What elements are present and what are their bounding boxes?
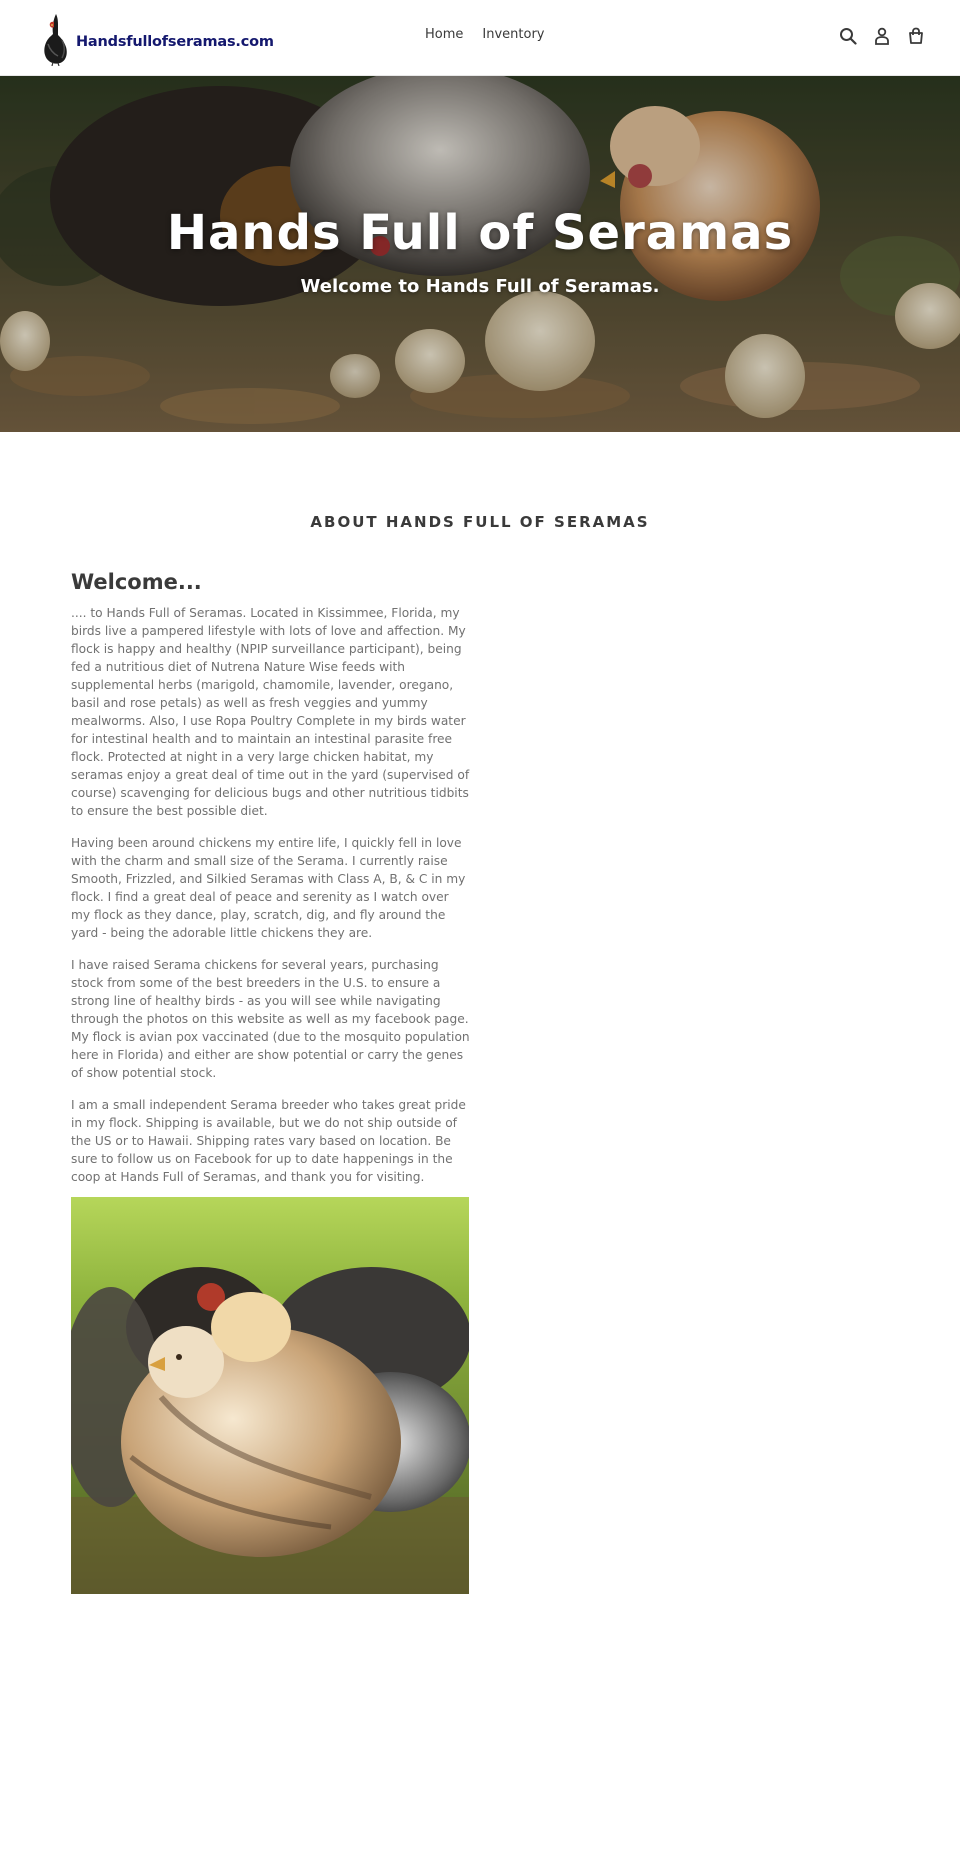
nav-link-inventory[interactable]: Inventory	[482, 27, 545, 42]
about-paragraph-3: I have raised Serama chickens for several years, purchasing stock from some of the best breeders in the U.S. to ensure a strong line of healthy birds - as you will see while navigating through the photos on this website as well as my facebook page. My flock is avian pox vaccinated (due to the mosquito population here in Florida) and either are show potential or carry the genes of show potential stock.	[71, 958, 470, 1080]
cart-icon[interactable]	[906, 26, 926, 46]
main-nav	[425, 27, 544, 42]
site-logo[interactable]	[40, 10, 274, 66]
about-paragraph-2: Having been around chickens my entire life, I quickly fell in love with the charm and small size of the Serama. I currently raise Smooth, Frizzled, and Silkied Seramas with Class A, B, & C in my flock. I find a great deal of peace and serenity as I watch over my flock as they dance, play, scratch, dig, and fly around the yard - being the adorable little chickens they are.	[71, 836, 466, 940]
about-paragraph-4: I am a small independent Serama breeder who takes great pride in my flock. Shipping is available, but we do not ship outside of the US or to Hawaii. Shipping rates vary based on location. Be sure to follow us on Facebook for up to date happenings in the coop at Hands Full of Seramas, and thank you for visiting.	[71, 1098, 466, 1184]
about-content	[71, 570, 470, 1200]
about-section-heading: ABOUT HANDS FULL OF SERAMAS	[310, 513, 650, 531]
welcome-heading: Welcome...	[71, 570, 202, 594]
hero-title: Hands Full of Seramas	[166, 205, 794, 261]
about-paragraph-1: .... to Hands Full of Seramas. Located in Kissimmee, Florida, my birds live a pampered lifestyle with lots of love and affection. My flock is happy and healthy (NPIP surveillance participant), being fed a nutritious diet of Nutrena Nature Wise feeds with supplemental herbs (marigold, chamomile, lavender, oregano, basil and rose petals) as well as fresh veggies and yummy mealworms. Also, I use Ropa Poultry Complete in my birds water for intestinal health and to maintain an intestinal parasite free flock. Protected at night in a very large chicken habitat, my seramas enjoy a great deal of time out in the yard (supervised of course) scavenging for delicious bugs and other nutritious tidbits to ensure the best possible diet.	[71, 606, 470, 818]
logo-text: Handsfullofseramas.com	[76, 34, 274, 50]
logo-rooster-icon	[40, 10, 70, 66]
hero-subtitle: Welcome to Hands Full of Seramas.	[300, 276, 660, 297]
flock-photo	[71, 1197, 469, 1594]
account-icon[interactable]	[872, 26, 892, 46]
site-header	[0, 0, 960, 76]
search-icon[interactable]	[838, 26, 858, 46]
header-icons	[838, 26, 926, 46]
nav-link-home[interactable]: Home	[425, 27, 464, 42]
